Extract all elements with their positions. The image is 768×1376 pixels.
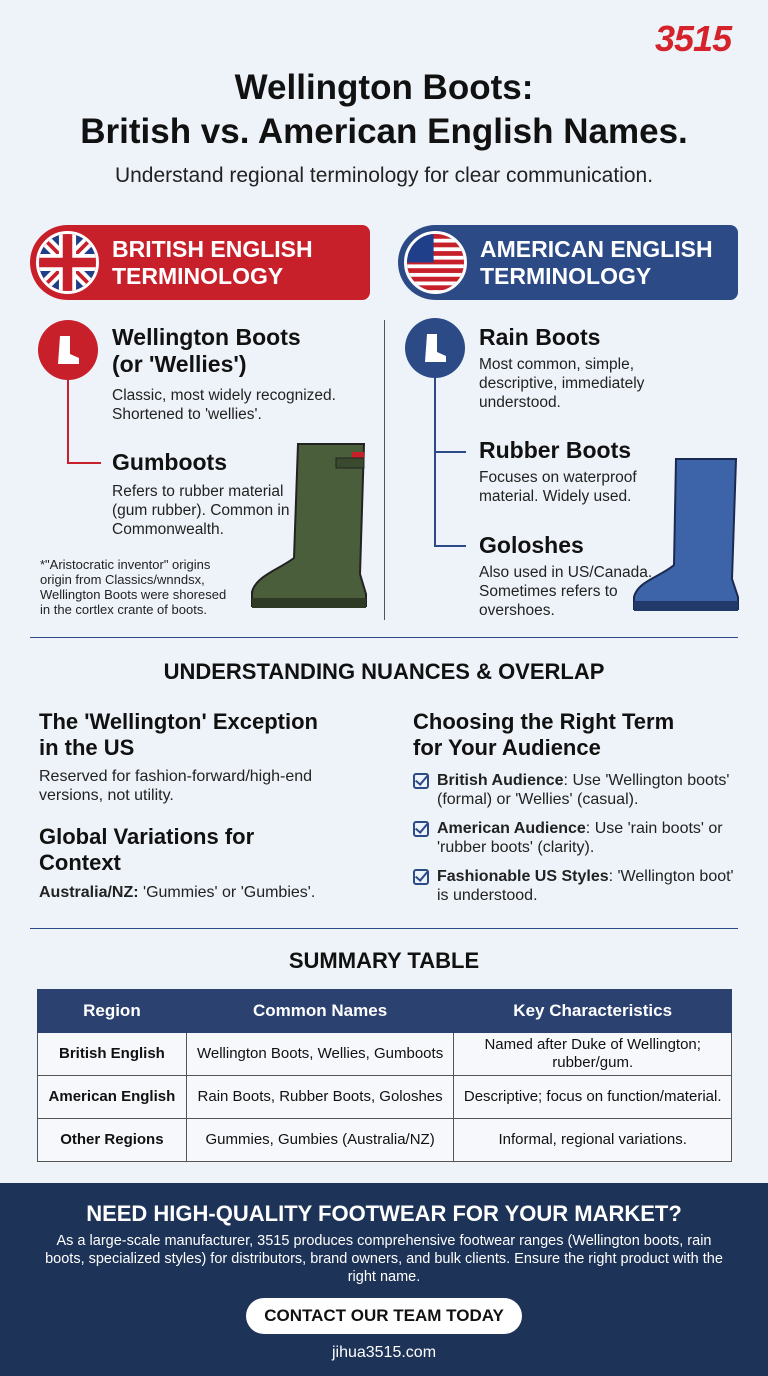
banner-line: TERMINOLOGY	[112, 263, 284, 289]
footnote-line: in the cortlex crante of boots.	[40, 602, 207, 617]
subtitle: Understand regional terminology for clear communication.	[114, 164, 654, 187]
term-desc: Shortened to 'wellies'.	[112, 406, 262, 423]
uk-flag-icon	[36, 231, 99, 294]
american-banner	[398, 225, 738, 300]
region-label: Australia/NZ:	[39, 884, 139, 901]
term-desc: (gum rubber). Common in	[112, 502, 290, 519]
column-header: Region	[38, 990, 187, 1033]
term-desc: Commonwealth.	[112, 521, 224, 538]
table-cell: Rain Boots, Rubber Boots, Goloshes	[186, 1076, 454, 1119]
column-header: Common Names	[186, 990, 454, 1033]
brand-logo: 3515	[655, 18, 732, 59]
cta-heading: NEED HIGH-QUALITY FOOTWEAR FOR YOUR MARKET?	[86, 1201, 682, 1226]
boot-icon	[38, 320, 98, 380]
region-text: 'Gummies' or 'Gumbies'.	[138, 884, 316, 901]
section-title: Choosing the Right Term	[413, 709, 675, 734]
choosing-term	[413, 709, 743, 915]
footer-cta	[0, 1183, 768, 1376]
term-desc: Refers to rubber material	[112, 483, 284, 500]
checkbox-icon	[413, 869, 429, 885]
term-title: Gumboots	[112, 449, 227, 475]
cta-description: As a large-scale manufacturer, 3515 produces comprehensive footwear ranges (Wellington boots, rain boots, specialized styles) for distributors, brand owners, and bulk clients. Ensure the right product with the right name.	[45, 1233, 723, 1285]
us-flag-icon	[404, 231, 467, 294]
checklist-item	[413, 819, 743, 857]
footnote-line: *"Aristocratic inventor" origins	[40, 557, 211, 572]
table-row	[38, 1033, 732, 1076]
checklist-item	[413, 771, 743, 809]
checklist-item	[413, 867, 743, 905]
title-line-1: Wellington Boots:	[234, 68, 534, 107]
title-line-2: British vs. American English Names.	[80, 112, 688, 151]
table-cell: Gummies, Gumbies (Australia/NZ)	[186, 1119, 454, 1162]
item-text: : Use 'Wellington boots'	[563, 772, 730, 789]
term-title: Goloshes	[479, 532, 584, 558]
table-cell: Wellington Boots, Wellies, Gumboots	[186, 1033, 454, 1076]
table-cell: American English	[38, 1076, 187, 1119]
rubber-boots-item	[479, 437, 637, 506]
table-cell: British English	[38, 1033, 187, 1076]
table-cell: Other Regions	[38, 1119, 187, 1162]
item-label: American Audience	[437, 820, 586, 837]
table-cell: Named after Duke of Wellington; rubber/gum.	[454, 1033, 732, 1076]
table-cell: Informal, regional variations.	[454, 1119, 732, 1162]
term-desc: understood.	[479, 394, 561, 411]
table-row	[38, 1119, 732, 1162]
section-title: Context	[39, 850, 121, 875]
column-header: Key Characteristics	[454, 990, 732, 1033]
item-text: 'rubber boots' (clarity).	[437, 839, 595, 856]
term-desc: overshoes.	[479, 602, 555, 619]
term-desc: material. Widely used.	[479, 488, 632, 505]
checkbox-icon	[413, 773, 429, 789]
term-title: Wellington Boots	[112, 324, 301, 350]
rain-boots-item	[479, 324, 644, 412]
wellington-exception	[39, 709, 379, 902]
section-title: in the US	[39, 735, 135, 760]
term-title: (or 'Wellies')	[112, 351, 247, 377]
term-desc: Focuses on waterproof	[479, 469, 637, 486]
summary-table-heading: SUMMARY TABLE	[288, 948, 480, 973]
website-link[interactable]: jihua3515.com	[331, 1344, 437, 1361]
section-title: The 'Wellington' Exception	[39, 709, 318, 734]
summary-table	[37, 989, 732, 1162]
footnote-line: Wellington Boots were shoresed	[40, 587, 227, 602]
term-title: Rain Boots	[479, 324, 601, 350]
term-desc: descriptive, immediately	[479, 375, 645, 392]
term-title: Rubber Boots	[479, 437, 632, 463]
section-desc: Reserved for fashion-forward/high-end	[39, 768, 313, 785]
table-row	[38, 1076, 732, 1119]
section-title: Global Variations for	[39, 824, 255, 849]
banner-line: TERMINOLOGY	[480, 263, 652, 289]
banner-line: BRITISH ENGLISH	[112, 236, 313, 262]
page-title	[0, 66, 768, 154]
goloshes-item	[479, 532, 652, 620]
contact-button[interactable]: CONTACT OUR TEAM TODAY	[246, 1298, 522, 1334]
item-label: Fashionable US Styles	[437, 868, 609, 885]
blue-boot-image	[630, 455, 742, 623]
boot-icon	[405, 318, 465, 378]
nuances-heading: UNDERSTANDING NUANCES & OVERLAP	[163, 659, 605, 684]
section-desc: versions, not utility.	[39, 787, 174, 804]
footnote-line: origin from Classics/wnndsx,	[40, 572, 205, 587]
checkbox-icon	[413, 821, 429, 837]
item-text: : Use 'rain boots' or	[585, 820, 723, 837]
footnote	[40, 557, 226, 617]
term-desc: Sometimes refers to	[479, 583, 618, 600]
banner-line: AMERICAN ENGLISH	[480, 236, 713, 262]
term-desc: Most common, simple,	[479, 356, 635, 373]
item-text: is understood.	[437, 887, 538, 904]
wellington-boots-item	[112, 324, 336, 424]
item-text: : 'Wellington boot'	[608, 868, 734, 885]
british-banner	[30, 225, 370, 300]
table-cell: Descriptive; focus on function/material.	[454, 1076, 732, 1119]
item-text: (formal) or 'Wellies' (casual).	[437, 791, 639, 808]
term-desc: Classic, most widely recognized.	[112, 387, 336, 404]
table-header-row	[38, 990, 732, 1033]
green-boot-image	[248, 440, 376, 622]
term-desc: Also used in US/Canada.	[479, 564, 653, 581]
section-title: for Your Audience	[413, 735, 601, 760]
item-label: British Audience	[437, 772, 564, 789]
